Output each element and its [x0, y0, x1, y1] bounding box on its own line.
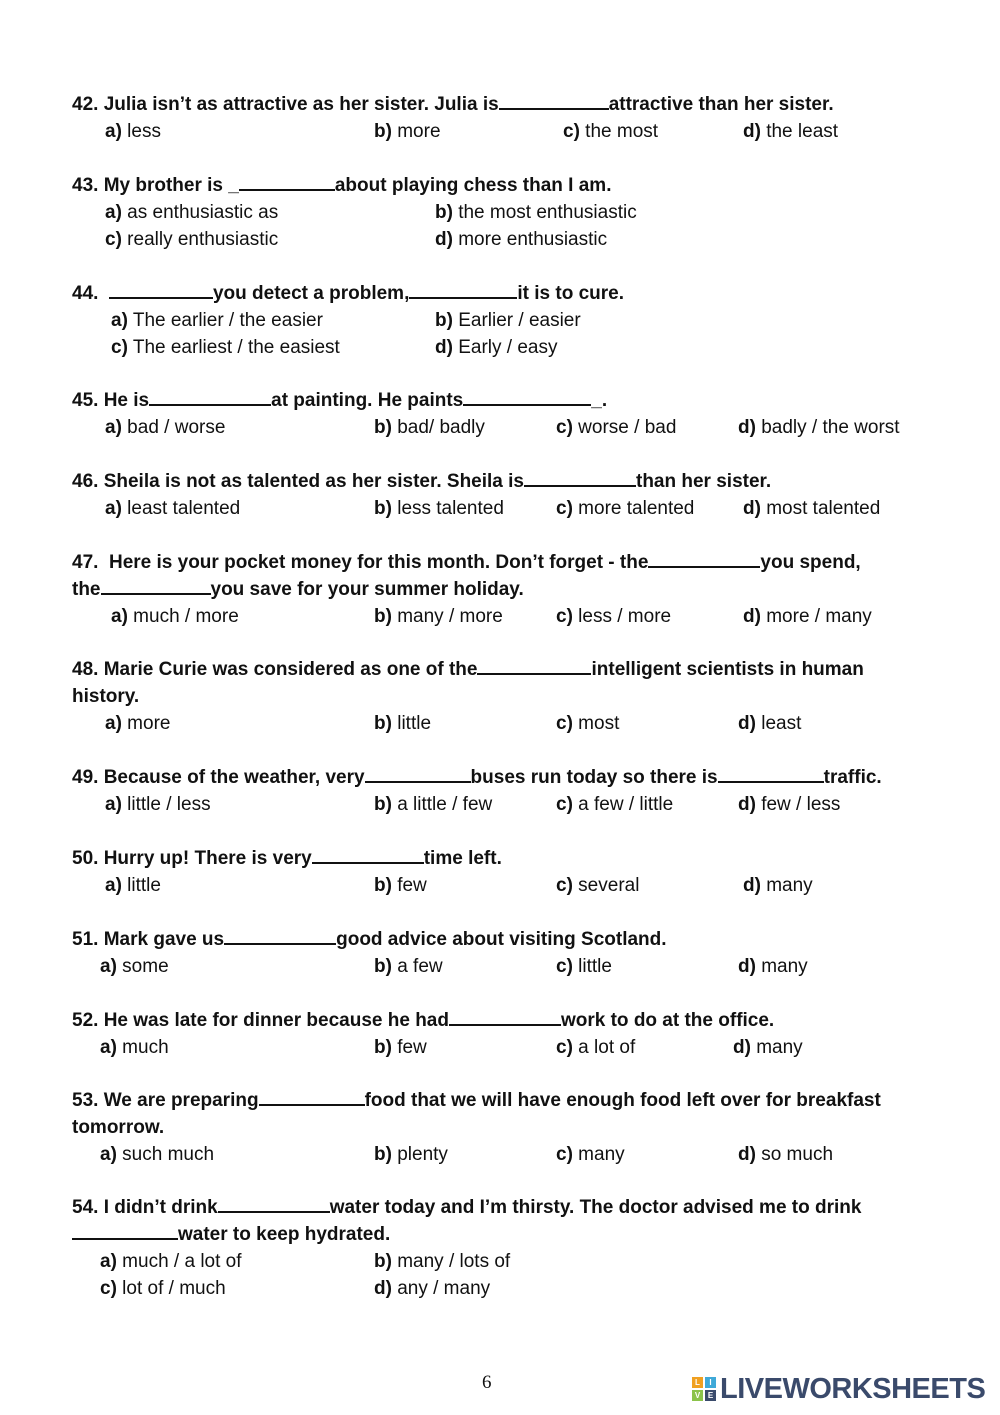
option-a[interactable]: a) some: [100, 956, 169, 977]
option-c[interactable]: c) worse / bad: [556, 417, 677, 438]
option-c[interactable]: c) more talented: [556, 498, 695, 519]
question-stem: 50. Hurry up! There is very time left.: [72, 845, 502, 872]
option-b[interactable]: b) a little / few: [374, 794, 493, 815]
question-51: [72, 926, 808, 980]
option-a[interactable]: a) least talented: [105, 498, 241, 519]
option-d[interactable]: d) so much: [738, 1144, 834, 1165]
option-b[interactable]: b) bad/ badly: [374, 417, 485, 438]
answer-blank[interactable]: [365, 764, 471, 783]
option-c[interactable]: c) really enthusiastic: [105, 229, 279, 250]
question-43: [72, 172, 637, 253]
question-stem-line-2: history.: [72, 686, 140, 707]
question-46: [72, 468, 881, 522]
option-a[interactable]: a) little: [105, 875, 161, 896]
answer-blank[interactable]: [648, 549, 760, 568]
option-c[interactable]: c) a lot of: [556, 1037, 636, 1058]
answer-blank[interactable]: [463, 387, 591, 406]
question-stem: 48. Marie Curie was considered as one of the intelligent scientists in human: [72, 656, 864, 683]
logo-icon: [692, 1377, 716, 1401]
question-stem: 53. We are preparing food that we will have enough food left over for breakfast: [72, 1087, 881, 1114]
answer-blank[interactable]: [109, 280, 213, 299]
option-a[interactable]: a) The earlier / the easier: [111, 310, 323, 331]
question-44: [72, 280, 624, 361]
logo-tile: E: [705, 1390, 716, 1401]
option-b[interactable]: b) more: [374, 121, 441, 142]
question-stem: 52. He was late for dinner because he had work to do at the office.: [72, 1007, 774, 1034]
question-49: [72, 764, 882, 818]
option-b[interactable]: b) few: [374, 1037, 427, 1058]
option-d[interactable]: d) most talented: [743, 498, 881, 519]
question-stem: 45. He is at painting. He paints _.: [72, 387, 607, 414]
option-d[interactable]: d) many: [733, 1037, 803, 1058]
question-53: [72, 1087, 881, 1168]
option-a[interactable]: a) less: [105, 121, 161, 142]
answer-blank[interactable]: [259, 1087, 365, 1106]
question-stem: 44. you detect a problem, it is to cure.: [72, 280, 624, 307]
answer-blank[interactable]: [312, 845, 424, 864]
option-a[interactable]: a) little / less: [105, 794, 211, 815]
option-d[interactable]: d) more enthusiastic: [435, 229, 608, 250]
option-c[interactable]: c) many: [556, 1144, 625, 1165]
option-d[interactable]: d) badly / the worst: [738, 417, 900, 438]
question-48: [72, 656, 864, 737]
option-c[interactable]: c) a few / little: [556, 794, 674, 815]
option-a[interactable]: a) much / a lot of: [100, 1251, 242, 1272]
option-a[interactable]: a) much / more: [111, 606, 239, 627]
question-stem-line-2: tomorrow.: [72, 1117, 165, 1138]
option-a[interactable]: a) such much: [100, 1144, 215, 1165]
question-54: [72, 1194, 861, 1302]
option-b[interactable]: b) little: [374, 713, 432, 734]
option-b[interactable]: b) a few: [374, 956, 443, 977]
answer-blank[interactable]: [524, 468, 636, 487]
question-stem: 47. Here is your pocket money for this month. Don’t forget - the you spend,: [72, 549, 861, 576]
option-b[interactable]: b) Earlier / easier: [435, 310, 581, 331]
option-c[interactable]: c) less / more: [556, 606, 672, 627]
answer-blank[interactable]: [101, 576, 211, 595]
option-d[interactable]: d) least: [738, 713, 802, 734]
option-a[interactable]: a) much: [100, 1037, 169, 1058]
option-d[interactable]: d) many: [738, 956, 808, 977]
answer-blank[interactable]: [72, 1221, 178, 1240]
option-b[interactable]: b) less talented: [374, 498, 504, 519]
answer-blank[interactable]: [409, 280, 517, 299]
question-50: [72, 845, 813, 899]
question-stem-line-2: water to keep hydrated.: [72, 1221, 861, 1248]
question-52: [72, 1007, 803, 1061]
question-45: [72, 387, 900, 441]
option-b[interactable]: b) few: [374, 875, 427, 896]
question-stem: 43. My brother is _ about playing chess than I am.: [72, 172, 611, 199]
logo-tile: I: [705, 1377, 716, 1388]
question-stem: 49. Because of the weather, very buses run today so there is traffic.: [72, 764, 882, 791]
logo-tile: V: [692, 1390, 703, 1401]
option-b[interactable]: b) many / lots of: [374, 1251, 511, 1272]
option-a[interactable]: a) as enthusiastic as: [105, 202, 279, 223]
answer-blank[interactable]: [477, 656, 591, 675]
option-d[interactable]: d) few / less: [738, 794, 841, 815]
option-b[interactable]: b) many / more: [374, 606, 503, 627]
question-stem: 54. I didn’t drink water today and I’m thirsty. The doctor advised me to drink: [72, 1194, 861, 1221]
answer-blank[interactable]: [449, 1007, 561, 1026]
option-c[interactable]: c) little: [556, 956, 612, 977]
answer-blank[interactable]: [718, 764, 824, 783]
option-c[interactable]: c) the most: [563, 121, 659, 142]
question-42: [72, 91, 839, 145]
page-number: 6: [482, 1372, 492, 1393]
option-c[interactable]: c) lot of / much: [100, 1278, 226, 1299]
option-c[interactable]: c) most: [556, 713, 620, 734]
question-stem: 51. Mark gave us good advice about visiting Scotland.: [72, 926, 667, 953]
option-d[interactable]: d) the least: [743, 121, 839, 142]
answer-blank[interactable]: [224, 926, 336, 945]
option-d[interactable]: d) any / many: [374, 1278, 491, 1299]
logo-text: LIVEWORKSHEETS: [720, 1372, 986, 1405]
answer-blank[interactable]: [218, 1194, 330, 1213]
option-d[interactable]: d) many: [743, 875, 813, 896]
option-d[interactable]: d) more / many: [743, 606, 872, 627]
logo-tile: L: [692, 1377, 703, 1388]
option-a[interactable]: a) more: [105, 713, 171, 734]
option-a[interactable]: a) bad / worse: [105, 417, 226, 438]
option-b[interactable]: b) the most enthusiastic: [435, 202, 637, 223]
option-c[interactable]: c) several: [556, 875, 640, 896]
answer-blank[interactable]: [239, 172, 335, 191]
liveworksheets-logo[interactable]: [692, 1372, 985, 1406]
option-d[interactable]: d) Early / easy: [435, 337, 558, 358]
answer-blank[interactable]: [499, 91, 609, 110]
option-c[interactable]: c) The earliest / the easiest: [111, 337, 340, 358]
question-47: [72, 549, 872, 630]
question-stem: 42. Julia isn’t as attractive as her sister. Julia is attractive than her sister.: [72, 91, 834, 118]
question-stem-line-2: the you save for your summer holiday.: [72, 576, 861, 603]
option-b[interactable]: b) plenty: [374, 1144, 448, 1165]
answer-blank[interactable]: [149, 387, 271, 406]
question-stem: 46. Sheila is not as talented as her sister. Sheila is than her sister.: [72, 468, 771, 495]
